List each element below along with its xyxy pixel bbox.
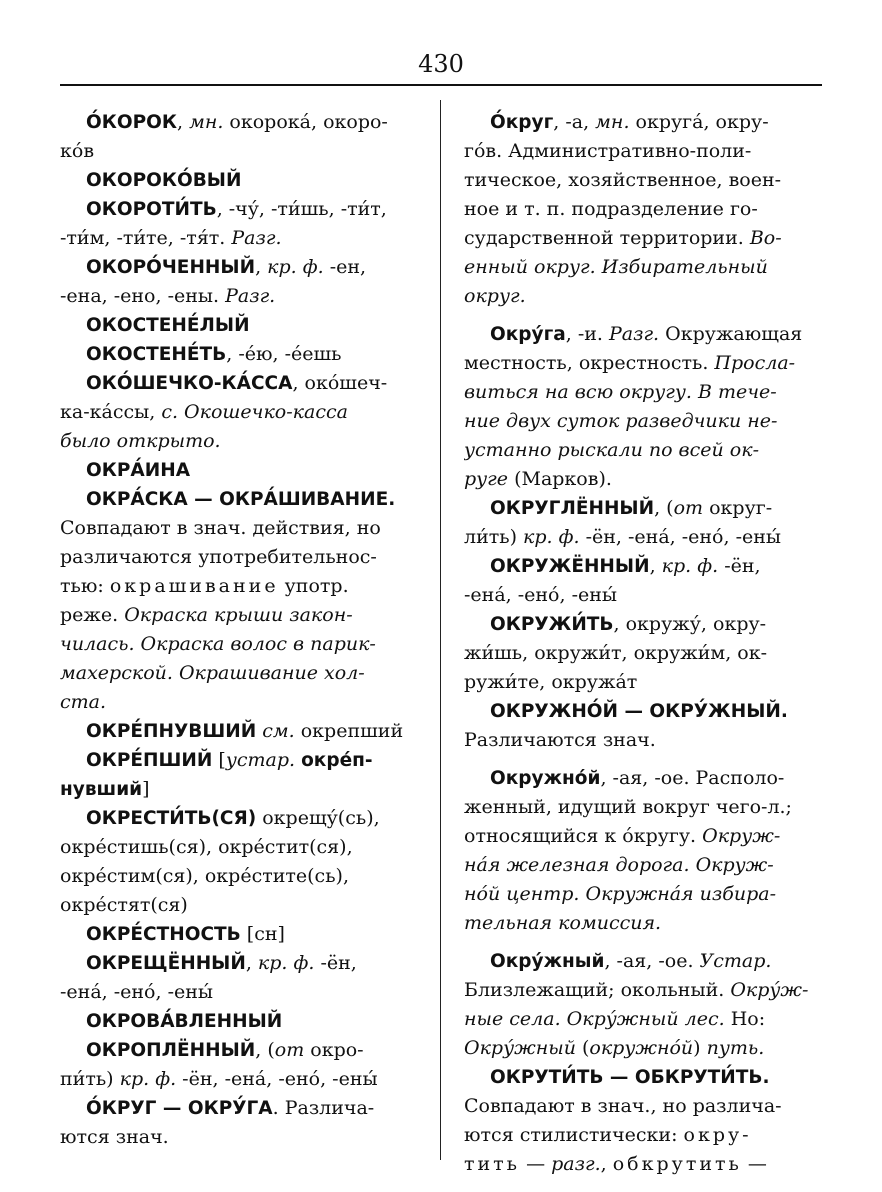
text-segment: -ти́м, -ти́те, -тя́т. (60, 227, 232, 249)
text-segment: Разг. (231, 227, 282, 249)
text-line (60, 369, 418, 398)
text-segment: виться на всю округу. В тече- (464, 381, 777, 403)
text-segment: было открыто. (60, 430, 221, 452)
text-segment: [ (212, 749, 226, 771)
text-segment: ются стилистически: (464, 1124, 684, 1146)
headword: окре́п- (301, 750, 373, 771)
headword: ОКОРО́ЧЕННЫЙ (86, 257, 256, 278)
text-segment: с. Окошечко-касса (161, 401, 348, 423)
text-line (60, 427, 418, 456)
text-segment: го́в. Административно-поли- (464, 140, 752, 162)
text-line (464, 282, 822, 311)
column-divider (440, 100, 441, 1160)
text-segment: , ( (654, 497, 674, 519)
text-segment: округа́, окру- (629, 111, 769, 133)
text-line (60, 1065, 418, 1094)
text-segment: ются знач. (60, 1126, 169, 1148)
text-segment: окорока́, окоро- (223, 111, 388, 133)
text-line (60, 630, 418, 659)
headword: ОКОСТЕНЕ́ТЬ (86, 344, 227, 365)
text-segment: относящийся к о́кругу. (464, 825, 703, 847)
headword: ОКРЕ́ПШИЙ (86, 750, 213, 771)
text-segment: Разг. (225, 285, 276, 307)
text-segment: от (274, 1039, 305, 1061)
text-segment: , (600, 1153, 613, 1175)
text-segment: Окраска крыши закон- (124, 604, 353, 626)
text-segment: , ( (255, 1039, 275, 1061)
text-line (60, 1036, 418, 1065)
text-segment: чилась. Окраска волос в парик- (60, 633, 376, 655)
text-segment: , око́шеч- (292, 372, 388, 394)
headword: ОКРУГЛЁННЫЙ (490, 498, 655, 519)
text-line (60, 253, 418, 282)
text-line (464, 851, 822, 880)
text-segment: — (741, 1153, 767, 1175)
text-segment: тическое, хозяйственное, воен- (464, 169, 782, 191)
text-line (60, 862, 418, 891)
headword: ОКРА́ИНА (86, 460, 191, 481)
text-segment: , окружу́, окру- (613, 613, 767, 635)
text-line (60, 1007, 418, 1036)
text-segment: Разг. (608, 323, 660, 345)
text-segment: -ён, -ена́, -ено́, -ены́ (579, 526, 782, 548)
text-segment: руге (464, 468, 509, 490)
text-line (464, 1121, 822, 1150)
text-segment: тельная комиссия. (464, 912, 662, 934)
text-segment: , (245, 952, 258, 974)
text-segment: окро- (304, 1039, 364, 1061)
text-segment: окре́стишь(ся), окре́стит(ся), (60, 836, 353, 858)
text-segment: Совпадают в знач. действия, но (60, 517, 381, 539)
text-line (464, 552, 822, 581)
text-segment: Окру́ж- (730, 979, 809, 1001)
text-line (60, 659, 418, 688)
text-line (464, 581, 822, 610)
text-segment: ] (142, 778, 150, 800)
text-segment: окре́стят(ся) (60, 894, 188, 916)
text-segment: жи́шь, окружи́т, окружи́м, ок- (464, 642, 768, 664)
text-segment: ста. (60, 691, 107, 713)
text-line (464, 349, 822, 378)
headword: Окру́жный (490, 951, 605, 972)
text-segment: ли́ть) (464, 526, 524, 548)
text-segment: ружи́те, окружа́т (464, 671, 638, 693)
text-segment: кр. ф. (267, 256, 324, 278)
text-segment: различаются употребительнос- (60, 546, 377, 568)
headword: ОКО́ШЕЧКО-КА́ССА (86, 373, 293, 394)
text-segment: окрещу́(сь), (256, 807, 380, 829)
text-segment: Окруж- (702, 825, 781, 847)
text-segment: -ён, -ена́, -ено́, -ены́ (176, 1068, 378, 1090)
text-line (464, 224, 822, 253)
text-segment: окре́стим(ся), окре́стите(сь), (60, 865, 349, 887)
text-line (464, 639, 822, 668)
text-segment: кр. ф. (523, 526, 580, 548)
text-line (464, 253, 822, 282)
text-segment: окрашивание (109, 575, 279, 597)
headword: ОКРУТИ́ТЬ — ОБКРУТИ́ТЬ. (490, 1067, 770, 1088)
text-line (60, 717, 418, 746)
text-segment: , -а, (553, 111, 596, 133)
text-segment: кр. ф. (257, 952, 315, 974)
text-line (464, 494, 822, 523)
headword: ОКРУЖНО́Й — ОКРУ́ЖНЫЙ. (490, 701, 788, 722)
text-line (464, 909, 822, 938)
text-segment: , -и. (565, 323, 609, 345)
text-line (60, 137, 418, 166)
headword: Окружно́й (490, 768, 601, 789)
text-line (464, 610, 822, 639)
text-segment: женный, идущий вокруг чего-л.; (464, 796, 792, 818)
text-segment: местность, окрестность. (464, 352, 715, 374)
text-segment: -ена́, -ено́, -ены́ (60, 981, 214, 1003)
text-segment: Близлежащий; окольный. (464, 979, 731, 1001)
text-line (60, 282, 418, 311)
text-segment: кр. ф. (119, 1068, 177, 1090)
text-segment: тью: (60, 575, 110, 597)
text-line (60, 775, 418, 804)
text-segment: Просла- (714, 352, 796, 374)
headword: ОКОРОКО́ВЫЙ (86, 170, 242, 191)
paragraph-gap (464, 755, 822, 764)
text-segment: -ен, (323, 256, 367, 278)
headword: О́КОРОК (86, 112, 177, 133)
text-segment: округ. (464, 285, 526, 307)
text-segment: (Марков). (508, 468, 612, 490)
text-line (464, 523, 822, 552)
text-line (60, 398, 418, 427)
text-segment: устар. (225, 749, 296, 771)
text-segment: -ена́, -ено́, -ены́ (464, 584, 618, 606)
text-segment: Совпадают в знач., но различа- (464, 1095, 782, 1117)
text-segment: , (176, 111, 190, 133)
text-line (464, 436, 822, 465)
text-segment: енный округ. Избирательный (464, 256, 768, 278)
text-line (464, 1150, 822, 1179)
text-line (60, 224, 418, 253)
text-line (464, 407, 822, 436)
text-line (60, 891, 418, 920)
text-line (464, 1092, 822, 1121)
text-segment: обкрутить (612, 1153, 742, 1175)
text-segment: , (255, 256, 268, 278)
text-segment: , -ая, -ое. Располо- (600, 767, 785, 789)
text-line (464, 697, 822, 726)
text-line (464, 378, 822, 407)
text-segment: тить (464, 1153, 521, 1175)
text-segment: ные села. Окру́жный лес. (464, 1008, 725, 1030)
text-line (60, 949, 418, 978)
headword: ОКРОВА́ВЛЕННЫЙ (86, 1011, 283, 1032)
text-segment: — (520, 1153, 552, 1175)
text-segment: мн. (189, 111, 224, 133)
headword: ОКРА́СКА — ОКРА́ШИВАНИЕ. (86, 489, 396, 510)
headword: ОКРЕ́ПНУВШИЙ (86, 721, 257, 742)
headword: ОКРЕЩЁННЫЙ (86, 953, 246, 974)
text-segment: , -е́ю, -е́ешь (226, 343, 342, 365)
text-segment: . Различа- (272, 1097, 375, 1119)
text-segment: округ- (703, 497, 773, 519)
text-line (60, 833, 418, 862)
text-line (60, 166, 418, 195)
text-segment: употр. (278, 575, 349, 597)
text-segment: окру- (683, 1124, 752, 1146)
text-line (60, 978, 418, 1007)
headword: ОКОРОТИ́ТЬ (86, 199, 217, 220)
text-line (60, 1094, 418, 1123)
text-segment: махерской. Окрашивание хол- (60, 662, 365, 684)
text-line (464, 1063, 822, 1092)
text-segment: ние двух суток разведчики не- (464, 410, 778, 432)
text-line (60, 485, 418, 514)
text-segment: сударственной территории. (464, 227, 750, 249)
text-line (60, 601, 418, 630)
text-segment: , (649, 555, 662, 577)
text-line (60, 688, 418, 717)
text-line (464, 793, 822, 822)
text-segment: но́й центр. Окружна́я избира- (464, 883, 777, 905)
text-segment: , -чу́, -ти́шь, -ти́т, (216, 198, 387, 220)
text-segment: -ён, (718, 555, 761, 577)
text-segment: разг. (551, 1153, 601, 1175)
text-segment: -ена, -ено, -ены. (60, 285, 226, 307)
text-segment: см. (262, 720, 295, 742)
headword: ОКРУЖИ́ТЬ (490, 614, 614, 635)
text-line (60, 456, 418, 485)
text-line (464, 976, 822, 1005)
text-line (464, 947, 822, 976)
headword: ОКРУЖЁННЫЙ (490, 556, 650, 577)
text-segment: кр. ф. (661, 555, 719, 577)
headword: ОКОСТЕНЕ́ЛЫЙ (86, 315, 250, 336)
right-column (464, 108, 822, 1179)
text-line (464, 1034, 822, 1063)
text-line (60, 340, 418, 369)
text-line (464, 137, 822, 166)
text-segment: от (673, 497, 704, 519)
text-line (464, 166, 822, 195)
headword: О́круг (490, 112, 554, 133)
text-line (60, 543, 418, 572)
header-rule (60, 84, 822, 86)
text-line (464, 195, 822, 224)
text-segment: Окру́жный (464, 1037, 576, 1059)
headword: ОКРЕСТИ́ТЬ(СЯ) (86, 808, 257, 829)
text-line (464, 668, 822, 697)
headword: ОКРОПЛЁННЫЙ (86, 1040, 256, 1061)
text-line (464, 764, 822, 793)
text-segment: устанно рыскали по всей ок- (464, 439, 759, 461)
paragraph-gap (464, 311, 822, 320)
headword: Окру́га (490, 324, 566, 345)
text-segment: ко́в (60, 140, 95, 162)
text-segment: Во- (749, 227, 782, 249)
text-line (464, 726, 822, 755)
text-line (60, 746, 418, 775)
headword: О́КРУГ — ОКРУ́ГА (86, 1098, 273, 1119)
headword: ОКРЕ́СТНОСТЬ (86, 924, 241, 945)
text-line (60, 195, 418, 224)
text-segment: , -ая, -ое. (604, 950, 700, 972)
text-segment: окружно́й (589, 1037, 694, 1059)
text-line (464, 1005, 822, 1034)
text-line (60, 804, 418, 833)
text-line (464, 465, 822, 494)
text-segment: ) (693, 1037, 707, 1059)
text-segment: Различаются знач. (464, 729, 656, 751)
text-line (60, 108, 418, 137)
text-line (464, 320, 822, 349)
text-line (60, 1123, 418, 1152)
text-segment: [сн] (240, 923, 285, 945)
text-line (464, 880, 822, 909)
page-number: 430 (418, 50, 464, 78)
text-segment: ( (575, 1037, 590, 1059)
text-segment: ное и т. п. подразделение го- (464, 198, 758, 220)
text-segment: Но: (724, 1008, 766, 1030)
paragraph-gap (464, 938, 822, 947)
headword: нувший (60, 779, 143, 800)
text-segment: пи́ть) (60, 1068, 120, 1090)
text-segment: Устар. (699, 950, 772, 972)
text-segment: ка-ка́ссы, (60, 401, 162, 423)
text-segment: окрепший (294, 720, 404, 742)
text-line (60, 514, 418, 543)
text-line (60, 311, 418, 340)
text-line (464, 822, 822, 851)
text-segment: -ён, (314, 952, 357, 974)
text-line (60, 920, 418, 949)
text-line (60, 572, 418, 601)
text-segment: Окружающая (659, 323, 803, 345)
text-segment: путь. (706, 1037, 765, 1059)
text-segment: реже. (60, 604, 125, 626)
text-segment: мн. (595, 111, 630, 133)
text-line (464, 108, 822, 137)
left-column (60, 108, 418, 1152)
text-segment: на́я железная дорога. Окруж- (464, 854, 774, 876)
